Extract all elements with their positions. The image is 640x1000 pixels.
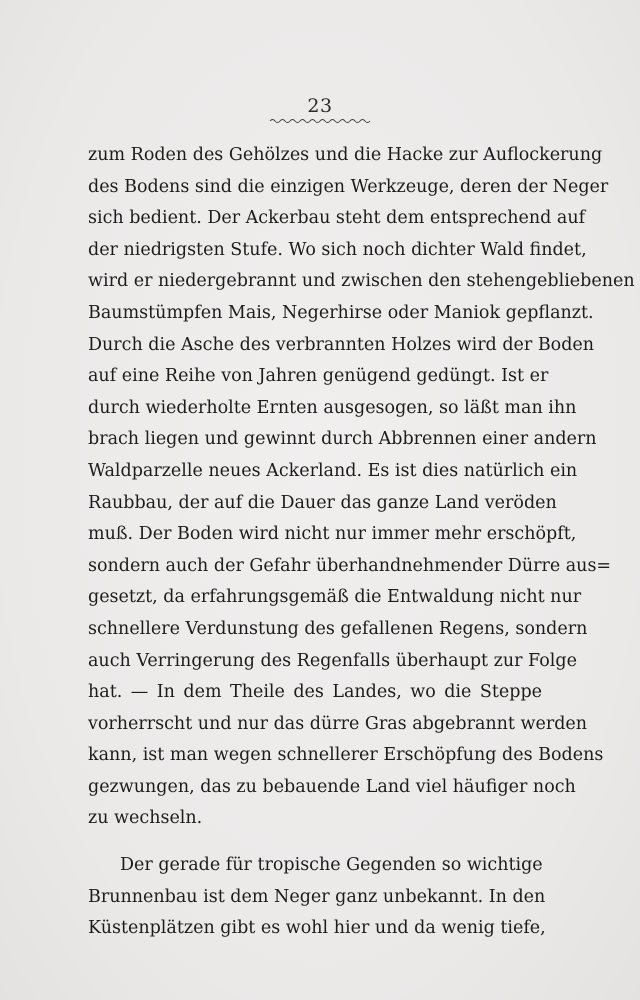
text-line: Brunnenbau ist dem Neger ganz unbekannt. In den xyxy=(88,886,546,907)
text-line: vorherrscht und nur das dürre Gras abgebrannt werden xyxy=(88,713,588,734)
paragraph xyxy=(88,850,546,945)
text-line: Küstenplätzen gibt es wohl hier und da wenig tiefe, xyxy=(88,918,546,939)
text-line: schnellere Verdunstung des gefallenen Regens, sondern xyxy=(88,618,588,639)
text-line: gezwungen, das zu bebauende Land viel häufiger noch xyxy=(88,776,576,797)
text-line: brach liegen und gewinnt durch Abbrennen einer andern xyxy=(88,429,597,450)
text-line: durch wiederholte Ernten ausgesogen, so läßt man ihn xyxy=(88,397,577,418)
text-line: gesetzt, da erfahrungsgemäß die Entwaldung nicht nur xyxy=(88,587,582,608)
paragraph xyxy=(88,140,635,835)
text-line: kann, ist man wegen schnellerer Erschöpfung des Bodens xyxy=(88,745,604,766)
paragraph-gap xyxy=(88,835,542,850)
text-line: zum Roden des Gehölzes und die Hacke zur Auflockerung xyxy=(88,145,603,165)
text-line: wird er niedergebrannt und zwischen den stehengebliebenen xyxy=(88,271,635,292)
text-line: auf eine Reihe von Jahren genügend gedüngt. Ist er xyxy=(88,366,549,387)
text-line: muß. Der Boden wird nicht nur immer mehr erschöpft, xyxy=(88,524,577,545)
page-number: 23 xyxy=(307,95,333,117)
text-line: der niedrigsten Stufe. Wo sich noch dichter Wald findet, xyxy=(88,239,587,260)
text-line: Durch die Asche des verbrannten Holzes wird der Boden xyxy=(88,334,595,355)
wavy-rule-ornament xyxy=(270,116,370,126)
text-line: auch Verringerung des Regenfalls überhaupt zur Folge xyxy=(88,650,577,671)
text-line: zu wechseln. xyxy=(88,808,203,829)
text-line: hat. — In dem Theile des Landes, wo die Steppe xyxy=(88,682,542,703)
text-line: Baumstümpfen Mais, Negerhirse oder Maniok gepflanzt. xyxy=(88,302,594,323)
text-line: sich bedient. Der Ackerbau steht dem entsprechend auf xyxy=(88,208,586,229)
text-line: Der gerade für tropische Gegenden so wichtige xyxy=(120,855,543,876)
text-line: Raubbau, der auf die Dauer das ganze Land veröden xyxy=(88,492,557,513)
text-line: Waldparzelle neues Ackerland. Es ist dies natürlich ein xyxy=(88,460,578,481)
text-line: des Bodens sind die einzigen Werkzeuge, deren der Neger xyxy=(88,176,609,197)
text-line: sondern auch der Gefahr überhandnehmender Dürre aus= xyxy=(88,555,612,576)
body-text xyxy=(88,140,635,945)
